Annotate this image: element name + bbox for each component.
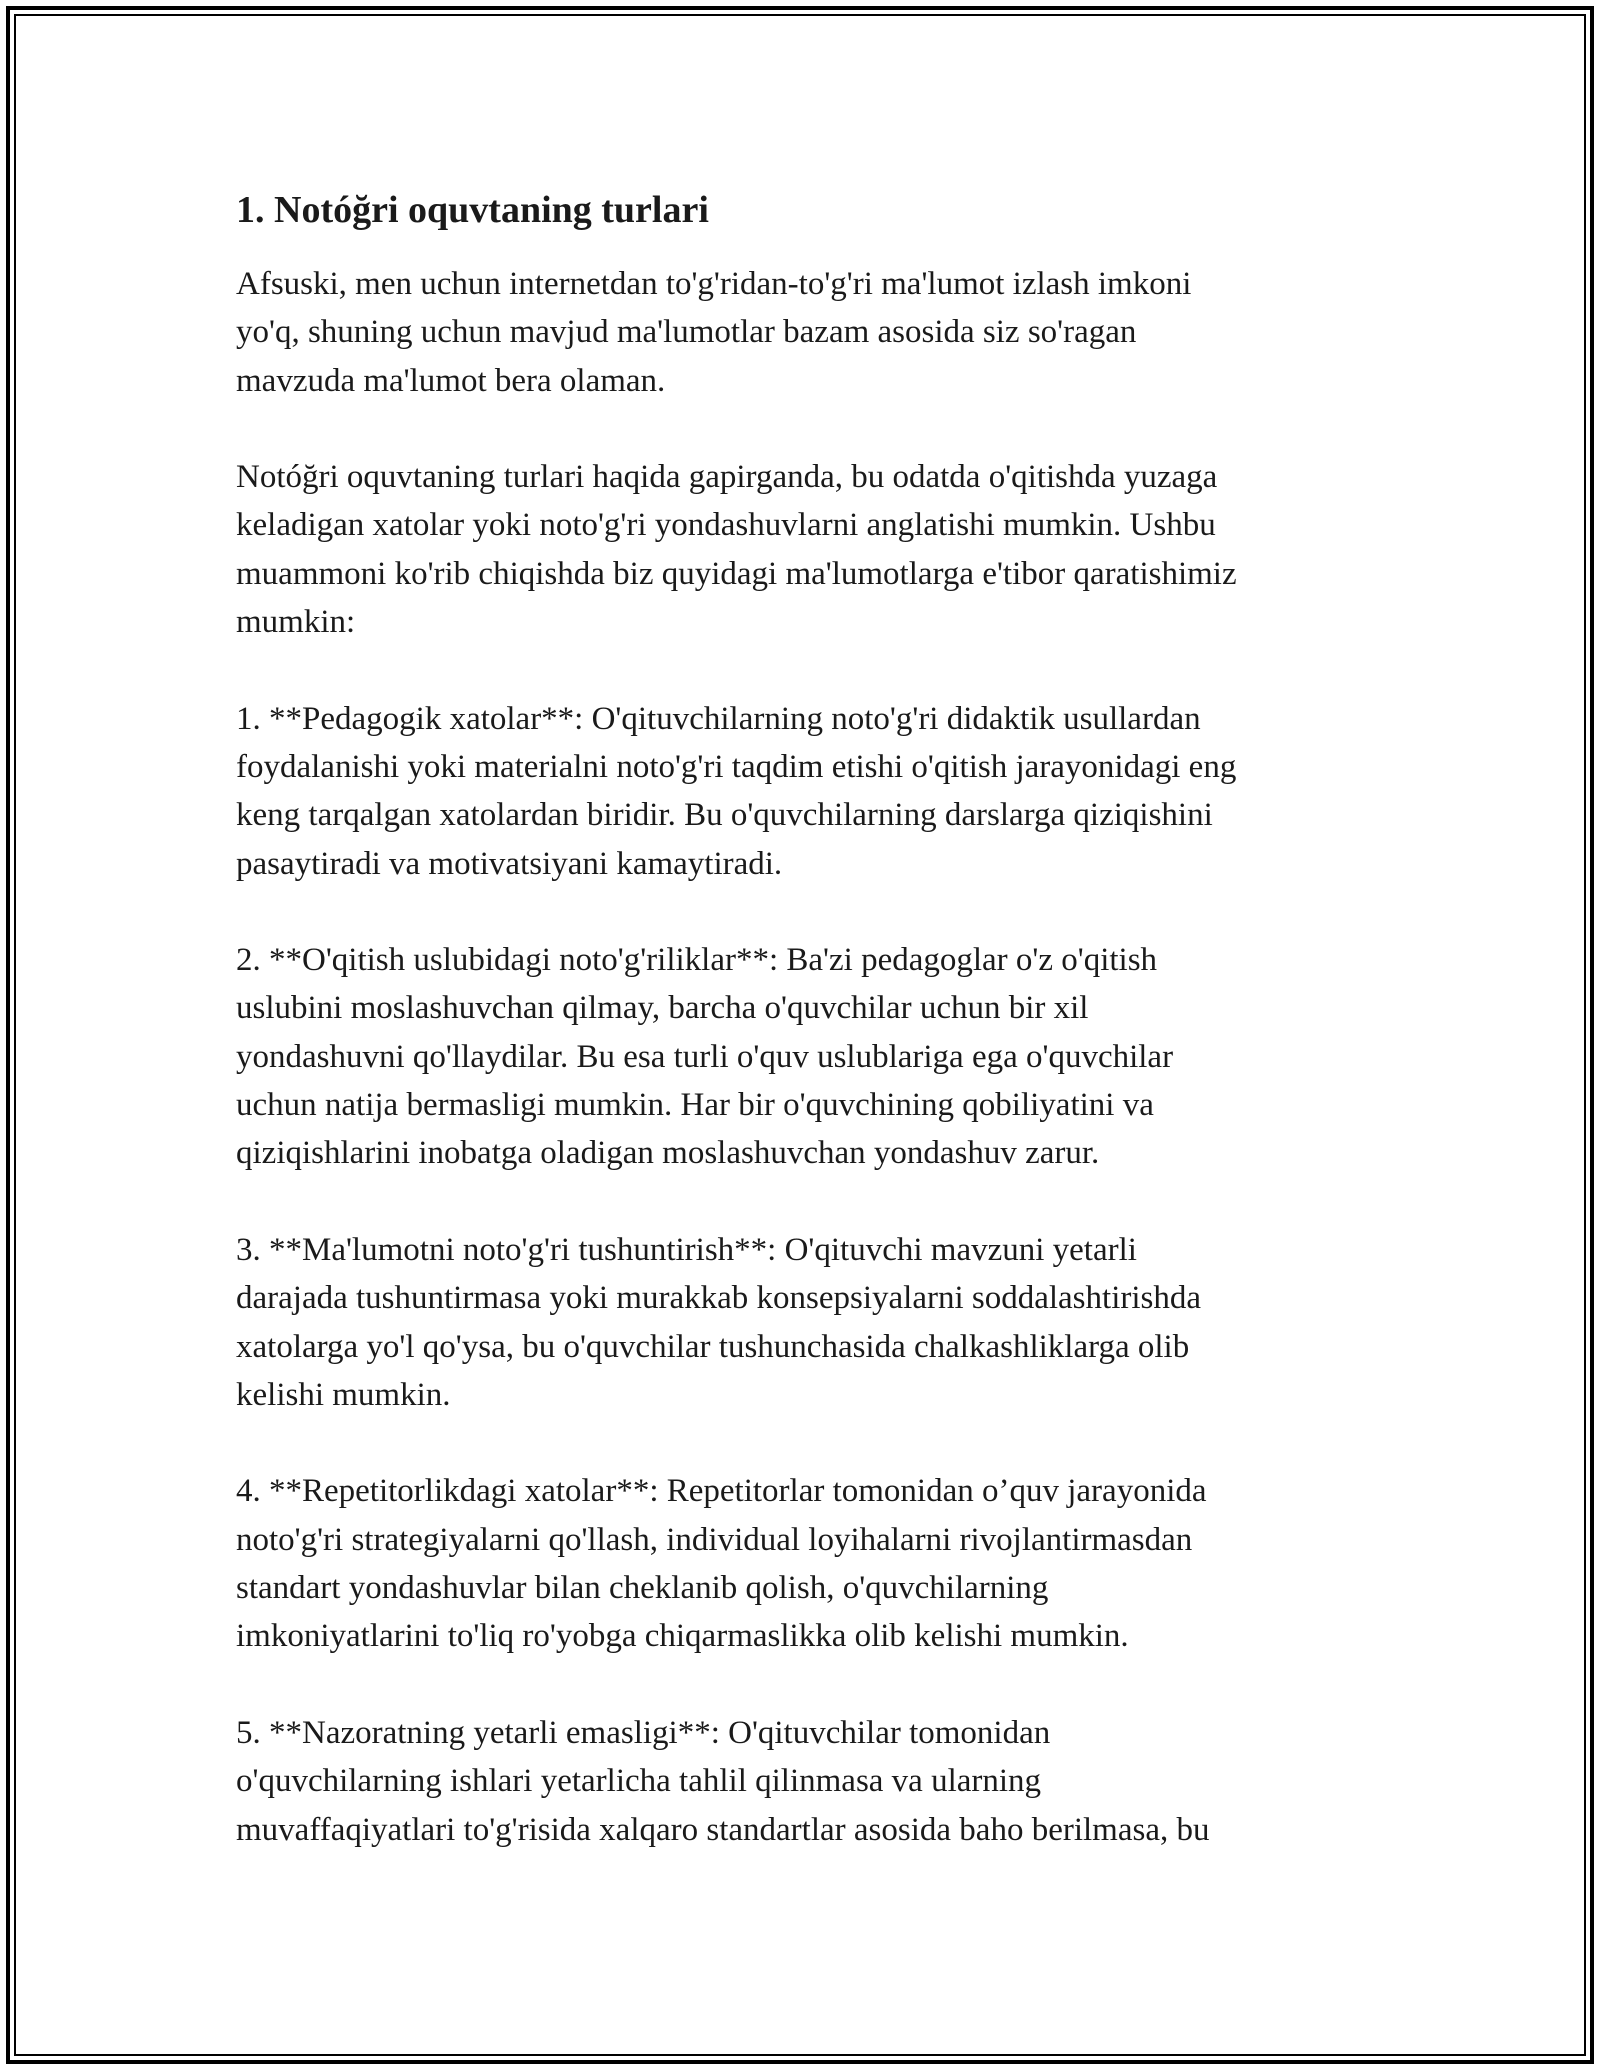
list-item-teaching-style-errors: 2. **O'qitish uslubidagi noto'g'riliklar**: Ba'zi pedagoglar o'z o'qitish uslubini moslashuvchan qilmay, barcha o'quvchilar uchun bir xil yondashuvni qo'llaydilar. Bu esa turli o'quv uslublariga ega o'quvchilar uchun natija bermasligi mumkin. Har bir o'quvchining qobiliyatini va qiziqishlarini inobatga oladigan moslashuvchan yondashuv zarur. bbox=[236, 942, 1174, 1172]
overview-paragraph: Notóğri oquvtaning turlari haqida gapirganda, bu odatda o'qitishda yuzaga keladigan xatolar yoki noto'g'ri yondashuvlarni anglatishi mumkin. Ushbu muammoni ko'rib chiqishda biz quyidagi ma'lumotlarga e'tibor qaratishimiz mumkin: bbox=[236, 459, 1237, 641]
list-item-explanation-errors: 3. **Ma'lumotni noto'g'ri tushuntirish**: O'qituvchi mavzuni yetarli darajada tushuntirmasa yoki murakkab konsepsiyalarni soddalashtirishda xatolarga yo'l qo'ysa, bu o'quvchilar tushunchasida chalkashliklarga olib kelishi mumkin. bbox=[236, 1231, 1202, 1413]
document-title: 1. Notóğri oquvtaning turlari bbox=[236, 189, 709, 231]
intro-paragraph: Afsuski, men uchun internetdan to'g'ridan-to'g'ri ma'lumot izlash imkoni yo'q, shuning uchun mavjud ma'lumotlar bazam asosida siz so'ragan mavzuda ma'lumot bera olaman. bbox=[236, 266, 1192, 399]
document-body bbox=[236, 186, 1366, 1902]
list-item-tutoring-errors: 4. **Repetitorlikdagi xatolar**: Repetitorlar tomonidan o’quv jarayonida noto'g'ri strategiyalarni qo'llash, individual loyihalarni rivojlantirmasdan standart yondashuvlar bilan cheklanib qolish, o'quvchilarning imkoniyatlarini to'liq ro'yobga chiqarmaslikka olib kelishi mumkin. bbox=[236, 1473, 1207, 1655]
list-item-insufficient-control: 5. **Nazoratning yetarli emasligi**: O'qituvchilar tomonidan o'quvchilarning ishlari yetarlicha tahlil qilinmasa va ularning muvaffaqiyatlari to'g'risida xalqaro standartlar asosida baho berilmasa, bu bbox=[236, 1714, 1210, 1848]
list-item-pedagogical-errors: 1. **Pedagogik xatolar**: O'qituvchilarning noto'g'ri didaktik usullardan foydalanishi yoki materialni noto'g'ri taqdim etishi o'qitish jarayonidagi eng keng tarqalgan xatolardan biridir. Bu o'quvchilarning darslarga qiziqishini pasaytiradi va motivatsiyani kamaytiradi. bbox=[236, 700, 1237, 882]
